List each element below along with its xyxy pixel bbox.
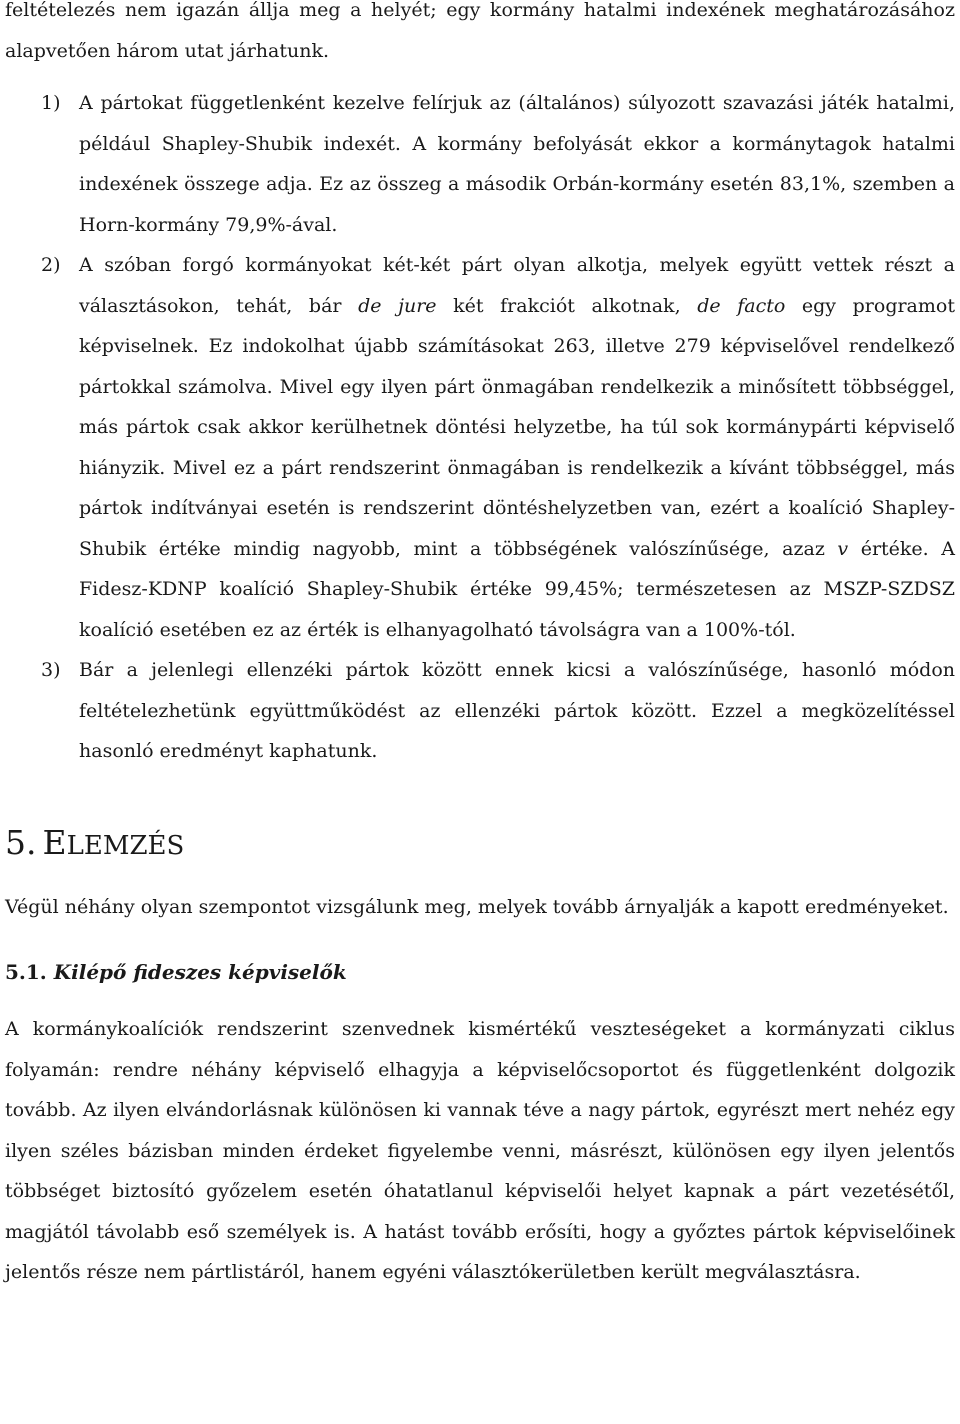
list-item-text [79,245,955,650]
emphasis-de-facto: de facto [697,294,786,317]
text-run: két frakciót alkotnak, [436,294,698,317]
subsection-paragraph: A kormánykoalíciók rendszerint szenvednek kismértékű veszteségeket a kormányzati ciklus folyamán: rendre néhány képviselő elhagyja a képviselőcsoportot és függetlenként dolgozik tovább. Az ilyen elvándorlásnak különösen ki vannak téve a nagy pártok, egyrészt mert nehéz egy ilyen széles bázisban minden érdeket figyelembe venni, másrészt, különösen egy ilyen jelentős többséget biztosító győzelem esetén óhatatlanul képviselői helyet kapnak a párt vezetésétől, magjától távolabb eső személyek is. A hatást tovább erősíti, hogy a győztes pártok képviselőinek jelentős része nem pártlistáról, hanem egyéni választókerületben került megválasztásra. [5,1018,955,1283]
list-item-text: A pártokat függetlenként kezelve felírjuk az (általános) súlyozott szavazási játék hatalmi, például Shapley-Shubik indexét. A kormány befolyását ekkor a kormánytagok hatalmi indexének összege adja. Ez az összeg a második Orbán-kormány esetén 83,1%, szemben a Horn-kormány 79,9%-ával. [79,92,955,236]
intro-paragraph: feltételezés nem igazán állja meg a helyét; egy kormány hatalmi indexének meghatározásához alapvetően három utat járhatunk. [5,0,955,62]
emphasis-de-jure: de jure [358,294,437,317]
list-item [5,83,955,245]
subsection-number: 5.1. [5,960,47,984]
list-item-text: Bár a jelenlegi ellenzéki pártok között ennek kicsi a valószínűsége, hasonló módon feltételezhetünk együttműködést az ellenzéki pártok között. Ezzel a megközelítéssel hasonló eredményt kaphatunk. [79,659,955,762]
list-marker: 1) [41,92,61,114]
text-run: értéke. A Fidesz-KDNP koalíció Shapley-Shubik értéke 99,45%; természetesen az MSZP-SZDSZ koalíció esetében ez az érték is elhanyagolható távolságra van a 100%-tól. [79,537,955,641]
section-title-initial: E [42,822,67,862]
emphasis-variable-v: v [837,537,849,560]
approach-list [5,83,955,772]
subsection-heading [5,955,955,989]
text-run: egy programot képviselnek. Ez indokolhat újabb számításokat 263, illetve 279 képviselővel rendelkező pártokkal számolva. Mivel egy ilyen párt önmagában rendelkezik a minősített többséggel, más pártok csak akkor kerülhetnek döntési helyzetbe, ha túl sok kormánypárti képviselő hiányzik. Mivel ez a párt rendszerint önmagában is rendelkezik a kívánt többséggel, más pártok indítványai esetén is rendszerint döntéshelyzetben van, ezért a koalíció Shapley-Shubik értéke mindig nagyobb, mint a többségének valószínűsége, azaz [79,294,955,560]
section-title-rest: LEMZÉS [66,830,185,861]
list-item [5,650,955,772]
section-heading [5,818,955,871]
subsection-title: Kilépő fideszes képviselők [53,960,347,984]
list-marker: 2) [41,254,61,276]
section-number: 5. [5,822,37,862]
section-paragraph: Végül néhány olyan szempontot vizsgálunk meg, melyek tovább árnyalják a kapott eredményeket. [5,895,949,918]
list-marker: 3) [41,659,61,681]
document-page [5,0,955,1293]
text-run: A szóban forgó kormányokat két-két párt olyan alkotja, melyek együtt vettek részt a választásokon, tehát, bár [79,254,955,317]
list-item [5,245,955,650]
